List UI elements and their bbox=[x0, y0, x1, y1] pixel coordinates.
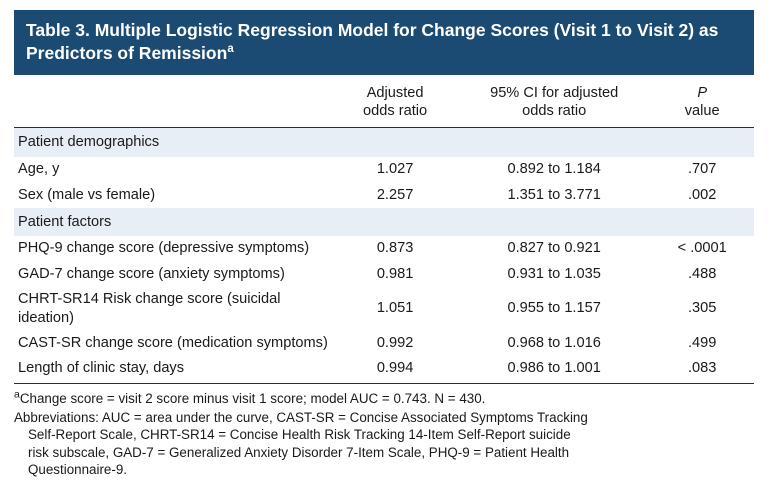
footnote-a bbox=[14, 390, 754, 407]
row-value-odds-ratio: 0.992 bbox=[376, 334, 414, 351]
row-value-p: .083 bbox=[650, 356, 754, 383]
table-row bbox=[14, 182, 754, 207]
abbreviations-line-4: Questionnaire-9. bbox=[28, 462, 127, 478]
footnote-abbreviations bbox=[14, 409, 754, 479]
section-heading-patient-factors: Patient factors bbox=[14, 208, 754, 236]
row-label-phq9: PHQ-9 change score (depressive symptoms) bbox=[18, 240, 310, 257]
row-label-length-of-clinic-stay: Length of clinic stay, days bbox=[14, 356, 332, 383]
table-title-text: Table 3. Multiple Logistic Regression Model for Change Scores (Visit 1 to Visit 2) as Predictors of Remission bbox=[26, 20, 719, 64]
row-value-ci: 0.827 to 0.921 bbox=[507, 240, 601, 257]
column-header-p-value-line2: value bbox=[684, 103, 720, 120]
row-value-ci: 0.892 to 1.184 bbox=[507, 161, 601, 178]
table-row bbox=[14, 356, 754, 383]
column-header-p-value-line1: P bbox=[697, 85, 708, 102]
row-value-odds-ratio: 1.027 bbox=[376, 161, 414, 178]
row-value-ci: 0.968 to 1.016 bbox=[507, 334, 601, 351]
table-header-row bbox=[14, 75, 754, 128]
column-header-row-label bbox=[14, 75, 332, 128]
column-header-p-value bbox=[650, 75, 754, 128]
abbreviations-line-3: risk subscale, GAD-7 = Generalized Anxiety Disorder 7-Item Scale, PHQ-9 = Patient Health bbox=[28, 444, 570, 460]
row-value-p: .305 bbox=[687, 300, 717, 317]
table-footnotes bbox=[14, 384, 754, 481]
column-header-adjusted-odds-ratio-line2: odds ratio bbox=[363, 103, 428, 120]
row-value-odds-ratio: 0.981 bbox=[376, 265, 414, 282]
column-header-adjusted-odds-ratio-line1: Adjusted bbox=[366, 85, 424, 102]
row-label-age: Age, y bbox=[18, 161, 60, 178]
column-header-adjusted-odds-ratio bbox=[332, 75, 458, 128]
table-row bbox=[14, 330, 754, 355]
column-header-confidence-interval-line1: 95% CI for adjusted bbox=[490, 85, 619, 102]
row-value-ci: 1.351 to 3.771 bbox=[507, 186, 601, 203]
row-value-p: .488 bbox=[687, 265, 717, 282]
row-value-odds-ratio: 1.051 bbox=[376, 300, 414, 317]
section-header-row bbox=[14, 208, 754, 236]
row-value-ci: 0.986 to 1.001 bbox=[458, 356, 650, 383]
row-value-odds-ratio: 0.873 bbox=[376, 240, 414, 257]
row-value-p: .002 bbox=[687, 186, 717, 203]
table-body bbox=[14, 128, 754, 383]
row-value-odds-ratio: 0.994 bbox=[332, 356, 458, 383]
row-value-p: .499 bbox=[687, 334, 717, 351]
footnote-a-text: Change score = visit 2 score minus visit 1 score; model AUC = 0.743. N = 430. bbox=[19, 390, 486, 406]
row-label-gad7: GAD-7 change score (anxiety symptoms) bbox=[18, 265, 285, 282]
table-row bbox=[14, 236, 754, 261]
table-title bbox=[14, 10, 754, 75]
row-value-odds-ratio: 2.257 bbox=[376, 186, 414, 203]
table-row bbox=[14, 287, 754, 331]
abbreviations-line-2: Self-Report Scale, CHRT-SR14 = Concise Health Risk Tracking 14-Item Self-Report suicide bbox=[28, 427, 571, 443]
row-value-ci: 0.955 to 1.157 bbox=[507, 300, 601, 317]
column-header-confidence-interval bbox=[458, 75, 650, 128]
footnote-a-marker: a bbox=[14, 388, 20, 401]
table-header bbox=[14, 75, 754, 128]
column-header-confidence-interval-line2: odds ratio bbox=[522, 103, 587, 120]
row-value-p: .707 bbox=[687, 161, 717, 178]
row-label-chrt-sr14: CHRT-SR14 Risk change score (suicidal ideation) bbox=[18, 291, 281, 326]
row-label-cast-sr: CAST-SR change score (medication symptoms) bbox=[18, 334, 328, 351]
table-title-footnote-marker: a bbox=[227, 43, 234, 56]
regression-results-table bbox=[14, 75, 754, 383]
section-header-row bbox=[14, 128, 754, 157]
row-value-p: < .0001 bbox=[677, 240, 727, 257]
row-value-ci: 0.931 to 1.035 bbox=[507, 265, 601, 282]
table-row bbox=[14, 157, 754, 182]
abbreviations-line-1: Abbreviations: AUC = area under the curve, CAST-SR = Concise Associated Symptoms Tracking bbox=[14, 410, 588, 426]
section-heading-patient-demographics: Patient demographics bbox=[14, 128, 754, 157]
row-label-sex: Sex (male vs female) bbox=[18, 186, 156, 203]
table-row bbox=[14, 261, 754, 286]
